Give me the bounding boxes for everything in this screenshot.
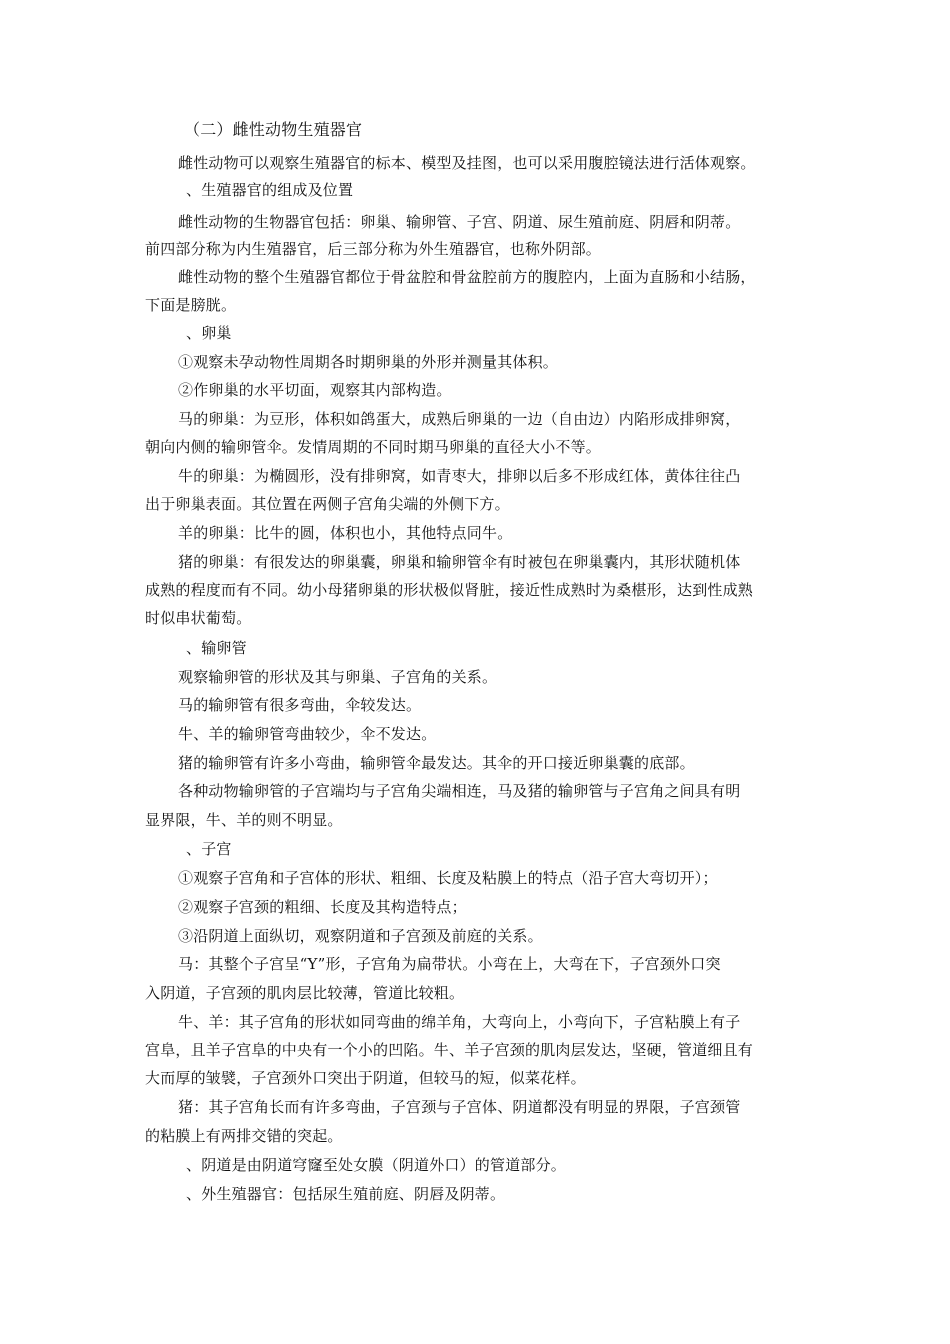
paragraph-line: 宫阜，且羊子宫阜的中央有一个小的凹陷。牛、羊子宫颈的肌肉层发达，坚硬，管道细且有 (145, 1041, 754, 1059)
section-heading: （二）雌性动物生殖器官 (184, 120, 363, 139)
paragraph-line: ③沿阴道上面纵切，观察阴道和子宫颈及前庭的关系。 (178, 927, 543, 945)
paragraph-line: 成熟的程度而有不同。幼小母猪卵巢的形状极似肾脏，接近性成熟时为桑椹形，达到性成熟 (145, 581, 754, 599)
paragraph-line: 马：其整个子宫呈“Y”形，子宫角为扁带状。小弯在上，大弯在下，子宫颈外口突 (178, 955, 721, 973)
subsection-heading: 、输卵管 (186, 639, 247, 657)
paragraph-line: 雌性动物可以观察生殖器官的标本、模型及挂图，也可以采用腹腔镜法进行活体观察。 (178, 154, 756, 172)
subsection-heading: 、生殖器官的组成及位置 (186, 181, 354, 199)
paragraph-line: 马的卵巢：为豆形，体积如鸽蛋大，成熟后卵巢的一边（自由边）内陷形成排卵窝， (178, 410, 741, 428)
paragraph-line: 牛、羊的输卵管弯曲较少，伞不发达。 (178, 725, 437, 743)
paragraph-line: 猪：其子宫角长而有许多弯曲，子宫颈与子宫体、阴道都没有明显的界限，子宫颈管 (178, 1098, 741, 1116)
paragraph-line: 朝向内侧的输卵管伞。发情周期的不同时期马卵巢的直径大小不等。 (145, 438, 602, 456)
paragraph-line: 猪的输卵管有许多小弯曲，输卵管伞最发达。其伞的开口接近卵巢囊的底部。 (178, 754, 695, 772)
paragraph-line: 观察输卵管的形状及其与卵巢、子宫角的关系。 (178, 668, 498, 686)
paragraph-line: 牛、羊：其子宫角的形状如同弯曲的绵羊角，大弯向上，小弯向下，子宫粘膜上有子 (178, 1013, 741, 1031)
paragraph-line: ①观察未孕动物性周期各时期卵巢的外形并测量其体积。 (178, 353, 559, 371)
paragraph-line: 入阴道，子宫颈的肌肉层比较薄，管道比较粗。 (145, 984, 465, 1002)
paragraph-line: 前四部分称为内生殖器官，后三部分称为外生殖器官，也称外阴部。 (145, 240, 602, 258)
paragraph-line: 显界限，牛、羊的则不明显。 (145, 811, 343, 829)
paragraph-line: ②观察子宫颈的粗细、长度及其构造特点； (178, 898, 467, 916)
paragraph-line: 雌性动物的整个生殖器官都位于骨盆腔和骨盆腔前方的腹腔内，上面为直肠和小结肠， (178, 268, 756, 286)
paragraph-line: ②作卵巢的水平切面，观察其内部构造。 (178, 381, 452, 399)
paragraph-line: 马的输卵管有很多弯曲，伞较发达。 (178, 696, 422, 714)
paragraph-line: 大而厚的皱襞，子宫颈外口突出于阴道，但较马的短，似菜花样。 (145, 1069, 586, 1087)
paragraph-line: 下面是膀胱。 (145, 296, 237, 314)
paragraph-line: 雌性动物的生物器官包括：卵巢、输卵管、子宫、阴道、尿生殖前庭、阴唇和阴蒂。 (178, 213, 741, 231)
subsection-heading: 、子宫 (186, 840, 232, 858)
subsection-heading: 、外生殖器官：包括尿生殖前庭、阴唇及阴蒂。 (186, 1185, 506, 1203)
paragraph-line: ①观察子宫角和子宫体的形状、粗细、长度及粘膜上的特点（沿子宫大弯切开）； (178, 869, 718, 887)
subsection-heading: 、卵巢 (186, 324, 232, 342)
paragraph-line: 时似串状葡萄。 (145, 609, 252, 627)
subsection-heading: 、阴道是由阴道穹窿至处女膜（阴道外口）的管道部分。 (186, 1156, 567, 1174)
paragraph-line: 牛的卵巢：为椭圆形，没有排卵窝，如青枣大，排卵以后多不形成红体，黄体往往凸 (178, 467, 741, 485)
paragraph-line: 羊的卵巢：比牛的圆，体积也小，其他特点同牛。 (178, 524, 513, 542)
paragraph-line: 出于卵巢表面。其位置在两侧子宫角尖端的外侧下方。 (145, 495, 510, 513)
paragraph-line: 的粘膜上有两排交错的突起。 (145, 1127, 343, 1145)
paragraph-line: 各种动物输卵管的子宫端均与子宫角尖端相连，马及猪的输卵管与子宫角之间具有明 (178, 782, 741, 800)
paragraph-line: 猪的卵巢：有很发达的卵巢囊，卵巢和输卵管伞有时被包在卵巢囊内，其形状随机体 (178, 553, 741, 571)
